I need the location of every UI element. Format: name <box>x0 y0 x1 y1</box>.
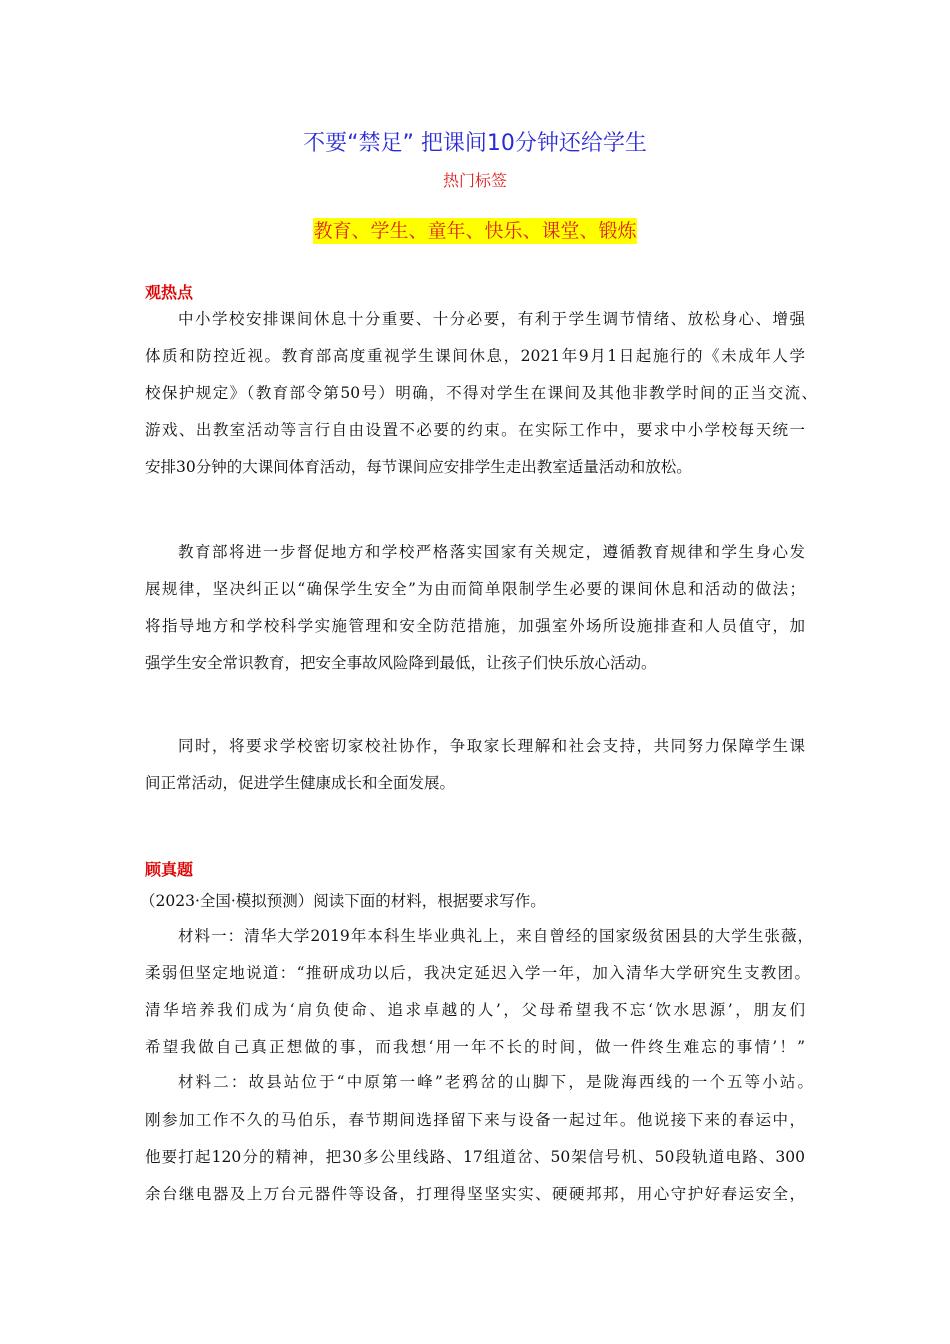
paragraph-line: 将指导地方和学校科学实施管理和安全防范措施，加强室外场所设施排查和人员值守，加 <box>145 617 805 635</box>
paragraph-line: 他要打起120分的精神，把30多公里线路、17组道岔、50架信号机、50段轨道电路、300 <box>145 1148 805 1166</box>
exam-intro: （2023·全国·模拟预测）阅读下面的材料，根据要求写作。 <box>140 892 546 910</box>
paragraph-line: 希望我做自己真正想做的事，而我想‘用一年不长的时间，做一件终生难忘的事情’！” <box>145 1038 805 1056</box>
tags-highlight: 教育、学生、童年、快乐、课堂、锻炼 <box>313 220 637 242</box>
paragraph-line: 同时，将要求学校密切家校社协作，争取家长理解和社会支持，共同努力保障学生课 <box>178 737 805 755</box>
paragraph-line: 中小学校安排课间休息十分重要、十分必要，有利于学生调节情绪、放松身心、增强 <box>178 310 805 328</box>
hot-tags-label: 热门标签 <box>442 171 507 190</box>
paragraph-line: 安排30分钟的大课间体育活动，每节课间应安排学生走出教室适量活动和放松。 <box>145 458 692 476</box>
paragraph-line: 余台继电器及上万台元器件等设备，打理得坚坚实实、硬硬邦邦，用心守护好春运安全， <box>145 1185 805 1203</box>
paragraph-line: 刚参加工作不久的马伯乐，春节期间选择留下来与设备一起过年。他说接下来的春运中， <box>145 1111 805 1129</box>
paragraph-line: 材料一：清华大学2019年本科生毕业典礼上，来自曾经的国家级贫困县的大学生张薇， <box>178 927 813 945</box>
paragraph-line: 强学生安全常识教育，把安全事故风险降到最低，让孩子们快乐放心活动。 <box>145 654 657 672</box>
paragraph-line: 清华培养我们成为‘肩负使命、追求卓越的人’，父母希望我不忘‘饮水思源’，朋友们 <box>145 1001 805 1019</box>
paragraph-line: 教育部将进一步督促地方和学校严格落实国家有关规定，遵循教育规律和学生身心发 <box>178 543 805 561</box>
paragraph-line: 游戏、出教室活动等言行自由设置不必要的约束。在实际工作中，要求中小学校每天统一 <box>145 421 805 439</box>
section-heading-hot-view: 观热点 <box>145 283 194 302</box>
document-title: 不要“禁足” 把课间10分钟还给学生 <box>303 131 647 156</box>
paragraph-line: 材料二：故县站位于“中原第一峰”老鸦岔的山脚下，是陇海西线的一个五等小站。 <box>178 1073 813 1091</box>
paragraph-line: 柔弱但坚定地说道：“推研成功以后，我决定延迟入学一年，加入清华大学研究生支教团。 <box>145 964 810 982</box>
section-heading-past-exam: 顾真题 <box>145 860 194 879</box>
paragraph-line: 间正常活动，促进学生健康成长和全面发展。 <box>145 774 456 792</box>
paragraph-line: 体质和防控近视。教育部高度重视学生课间休息，2021年9月1日起施行的《未成年人学 <box>145 347 805 365</box>
paragraph-line: 展规律，坚决纠正以“确保学生安全”为由而简单限制学生必要的课间休息和活动的做法； <box>145 580 805 598</box>
paragraph-line: 校保护规定》（教育部令第50号）明确，不得对学生在课间及其他非教学时间的正当交流、 <box>145 384 817 402</box>
tags-row <box>0 218 950 244</box>
